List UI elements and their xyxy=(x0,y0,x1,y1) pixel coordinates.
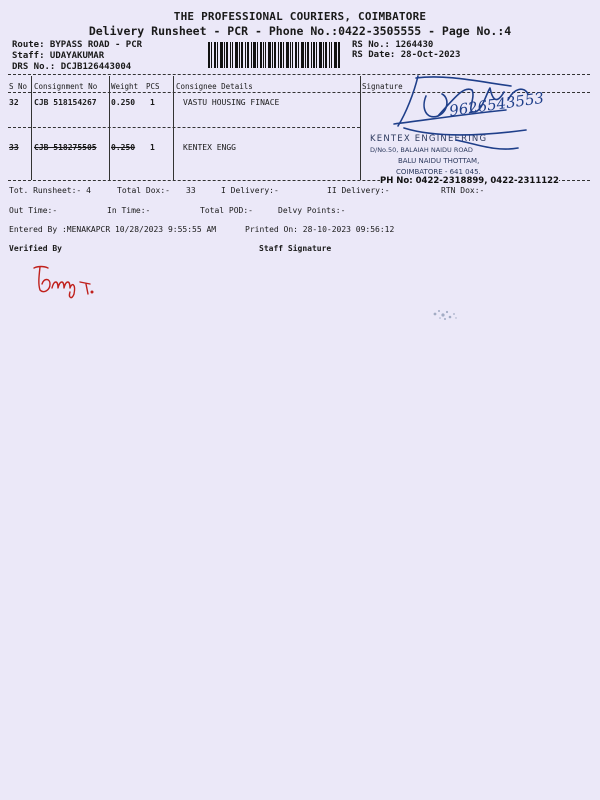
stamp-address-line: BALU NAIDU THOTTAM, xyxy=(398,157,480,165)
stamp-phone: PH No: 0422-2318899, 0422-2311122 xyxy=(380,176,559,186)
col-header-pcs: PCS xyxy=(146,82,160,91)
verified-by-label: Verified By xyxy=(9,244,62,253)
col-header-consignee: Consignee Details xyxy=(176,82,253,91)
rtn-dox-label: RTN Dox:- xyxy=(441,186,485,195)
row-weight: 0.250 xyxy=(111,98,136,107)
i-delivery-label: I Delivery:- xyxy=(221,186,279,195)
row-pcs: 1 xyxy=(150,98,155,107)
col-divider xyxy=(173,76,174,180)
col-header-signature: Signature xyxy=(362,82,403,91)
rs-number: RS No.: 1264430 xyxy=(352,40,434,50)
row-consignee: VASTU HOUSING FINACE xyxy=(183,98,280,107)
row-weight: 0.250 xyxy=(111,143,136,152)
rs-date: RS Date: 28-Oct-2023 xyxy=(352,50,461,60)
stamp-city: COIMBATORE - 641 045. xyxy=(396,168,481,176)
col-divider xyxy=(31,76,32,180)
staff-signature-label: Staff Signature xyxy=(259,244,332,253)
row-sno: 32 xyxy=(9,98,19,107)
out-time-label: Out Time:- xyxy=(9,206,58,215)
row-consignment: CJB 518275505 xyxy=(34,143,97,152)
ii-delivery-label: II Delivery:- xyxy=(327,186,390,195)
handwritten-phone: 9626543553 xyxy=(448,88,546,120)
col-header-weight: Weight xyxy=(111,82,139,91)
barcode xyxy=(208,42,340,68)
in-time-label: In Time:- xyxy=(107,206,151,215)
row-pcs: 1 xyxy=(150,143,155,152)
stamp-company-name: KENTEX ENGINEERING xyxy=(370,134,488,144)
receiver-signature xyxy=(386,68,556,168)
total-dox-value: 33 xyxy=(186,186,196,195)
row-sno: 33 xyxy=(9,143,19,152)
total-runsheet: Tot. Runsheet:- 4 xyxy=(9,186,91,195)
row-consignment: CJB 518154267 xyxy=(34,98,97,107)
total-pod-label: Total POD:- xyxy=(200,206,253,215)
runsheet-title: Delivery Runsheet - PCR - Phone No.:0422-3505555 - Page No.:4 xyxy=(88,24,512,38)
row-divider xyxy=(8,127,360,128)
total-dox-label: Total Dox:- xyxy=(117,186,170,195)
entered-by: Entered By :MENAKAPCR 10/28/2023 9:55:55 AM xyxy=(9,225,217,234)
drs-number: DRS No.: DCJB126443004 xyxy=(12,62,132,72)
staff-label: Staff: UDAYAKUMAR xyxy=(12,51,105,61)
stamp-address-line: D/No.50, BALAIAH NAIDU ROAD xyxy=(370,146,473,154)
row-consignee: KENTEX ENGG xyxy=(183,143,236,152)
delvy-points-label: Delvy Points:- xyxy=(278,206,346,215)
verifier-initials xyxy=(30,262,100,302)
col-divider xyxy=(360,76,361,180)
ink-smudge xyxy=(425,304,465,324)
printed-on: Printed On: 28-10-2023 09:56:12 xyxy=(245,225,395,234)
col-header-sno: S No xyxy=(9,82,28,91)
col-divider xyxy=(109,76,110,180)
company-name: THE PROFESSIONAL COURIERS, COIMBATORE xyxy=(173,10,427,23)
col-header-consignment: Consignment No xyxy=(34,82,98,91)
route-label: Route: BYPASS ROAD - PCR xyxy=(12,40,143,50)
